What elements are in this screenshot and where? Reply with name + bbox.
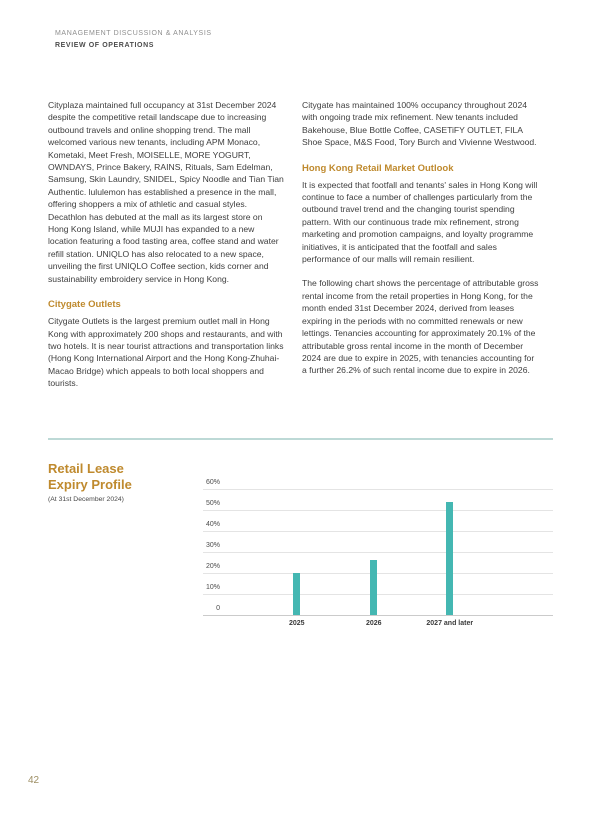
chart-y-tick-label: 50%: [205, 500, 220, 507]
paragraph-market-outlook: It is expected that footfall and tenants' sales in Hong Kong will continue to face a number of challenges particularly from the outbound travel trend and the changing tourist spending pattern. With our continuous trade mix refinement, strong marketing and promotion campaigns, and loyalty programme initiatives, it is anticipated that the footfall and sales performance of our malls will remain resilient.: [302, 179, 538, 265]
subheading-citygate-outlets: Citygate Outlets: [48, 299, 121, 311]
retail-lease-expiry-chart: [203, 479, 553, 615]
chart-bar-2027-and-later: [446, 502, 453, 615]
paragraph-citygate-outlets: Citygate Outlets is the largest premium outlet mall in Hong Kong with approximately 200 shops and restaurants, and with two hotels. It is near tourist attractions and transportation links (Hong Kong International Airport and the Hong Kong-Zhuhai-Macao Bridge) which appeals to both local shoppers and tourists.: [48, 316, 284, 389]
paragraph-lease-expiry-intro: The following chart shows the percentage of attributable gross rental income from the retail properties in Hong Kong, for the month ended 31st December 2024, derived from leases expiring in the periods with no committed renewals or new lettings. Tenancies accounting for approximately 20.1% of the attributable gross rental income in the month of December 2024 are due to expire in 2025, with tenancies accounting for a further 26.2% of such rental income due to expire in 2026.: [302, 278, 539, 376]
right-column: [302, 99, 539, 389]
page-header: [55, 28, 212, 52]
chart-title: Retail Lease Expiry Profile: [48, 461, 132, 492]
page-number: 42: [28, 775, 40, 786]
chart-x-labels: [203, 620, 553, 632]
chart-bar-2026: [370, 560, 377, 615]
chart-y-tick-label: 0: [216, 605, 220, 612]
chart-gridline: [203, 594, 553, 595]
chart-title-block: [48, 461, 158, 503]
left-column: [48, 99, 285, 402]
chart-bar-2025: [293, 573, 300, 615]
chart-y-tick-label: 40%: [205, 521, 220, 528]
section-divider: [48, 438, 553, 440]
paragraph-citygate-occupancy: Citygate has maintained 100% occupancy throughout 2024 with ongoing trade mix refinement. New tenants included Bakehouse, Blue Bottle Coffee, CASETiFY OUTLET, FILA Shoe Space, M&S Food, Tory Burch and Vivienne Westwood.: [302, 100, 537, 148]
chart-y-tick-label: 30%: [205, 542, 220, 549]
chart-x-tick-label: 2026: [366, 620, 382, 627]
chart-gridline: [203, 573, 553, 574]
subheading-hk-retail-market-outlook: Hong Kong Retail Market Outlook: [302, 162, 454, 174]
chart-gridline: [203, 615, 553, 616]
header-kicker: MANAGEMENT DISCUSSION & ANALYSIS: [55, 30, 212, 37]
paragraph-cityplaza: Cityplaza maintained full occupancy at 31st December 2024 despite the competitive retail landscape due to increasing outbound travels and online shopping trend. The mall welcomed various new tenants, including APM Monaco, Kometaki, Meet Fresh, MOISELLE, MORE YOGURT, OWNDAYS, Prince Bakery, RAINS, Rituals, Sam Edelman, Samsung, Skin Laundry, SNIDEL, Spicy Noodle and Tian Tian Authentic. lululemon has established a presence in the mall, offering shoppers a mix of athletic and casual styles. Decathlon has debuted at the mall as its largest store on Hong Kong Island, while MUJI has expanded to a new location featuring a food tasting area, coffee stand and water refill station. UNIQLO has also relocated to a new space, unveiling the first UNIQLO Coffee section, kids corner and sustainability embroidery service in Hong Kong.: [48, 100, 284, 284]
chart-gridline: [203, 489, 553, 490]
chart-gridline: [203, 510, 553, 511]
chart-y-tick-label: 20%: [205, 563, 220, 570]
chart-subtitle: (At 31st December 2024): [48, 496, 124, 503]
chart-x-tick-label: 2025: [289, 620, 305, 627]
chart-y-tick-label: 10%: [205, 584, 220, 591]
chart-x-tick-label: 2027 and later: [426, 620, 474, 627]
chart-y-tick-label: 60%: [205, 479, 220, 486]
chart-gridline: [203, 531, 553, 532]
header-section-title: REVIEW OF OPERATIONS: [55, 42, 154, 49]
chart-gridline: [203, 552, 553, 553]
